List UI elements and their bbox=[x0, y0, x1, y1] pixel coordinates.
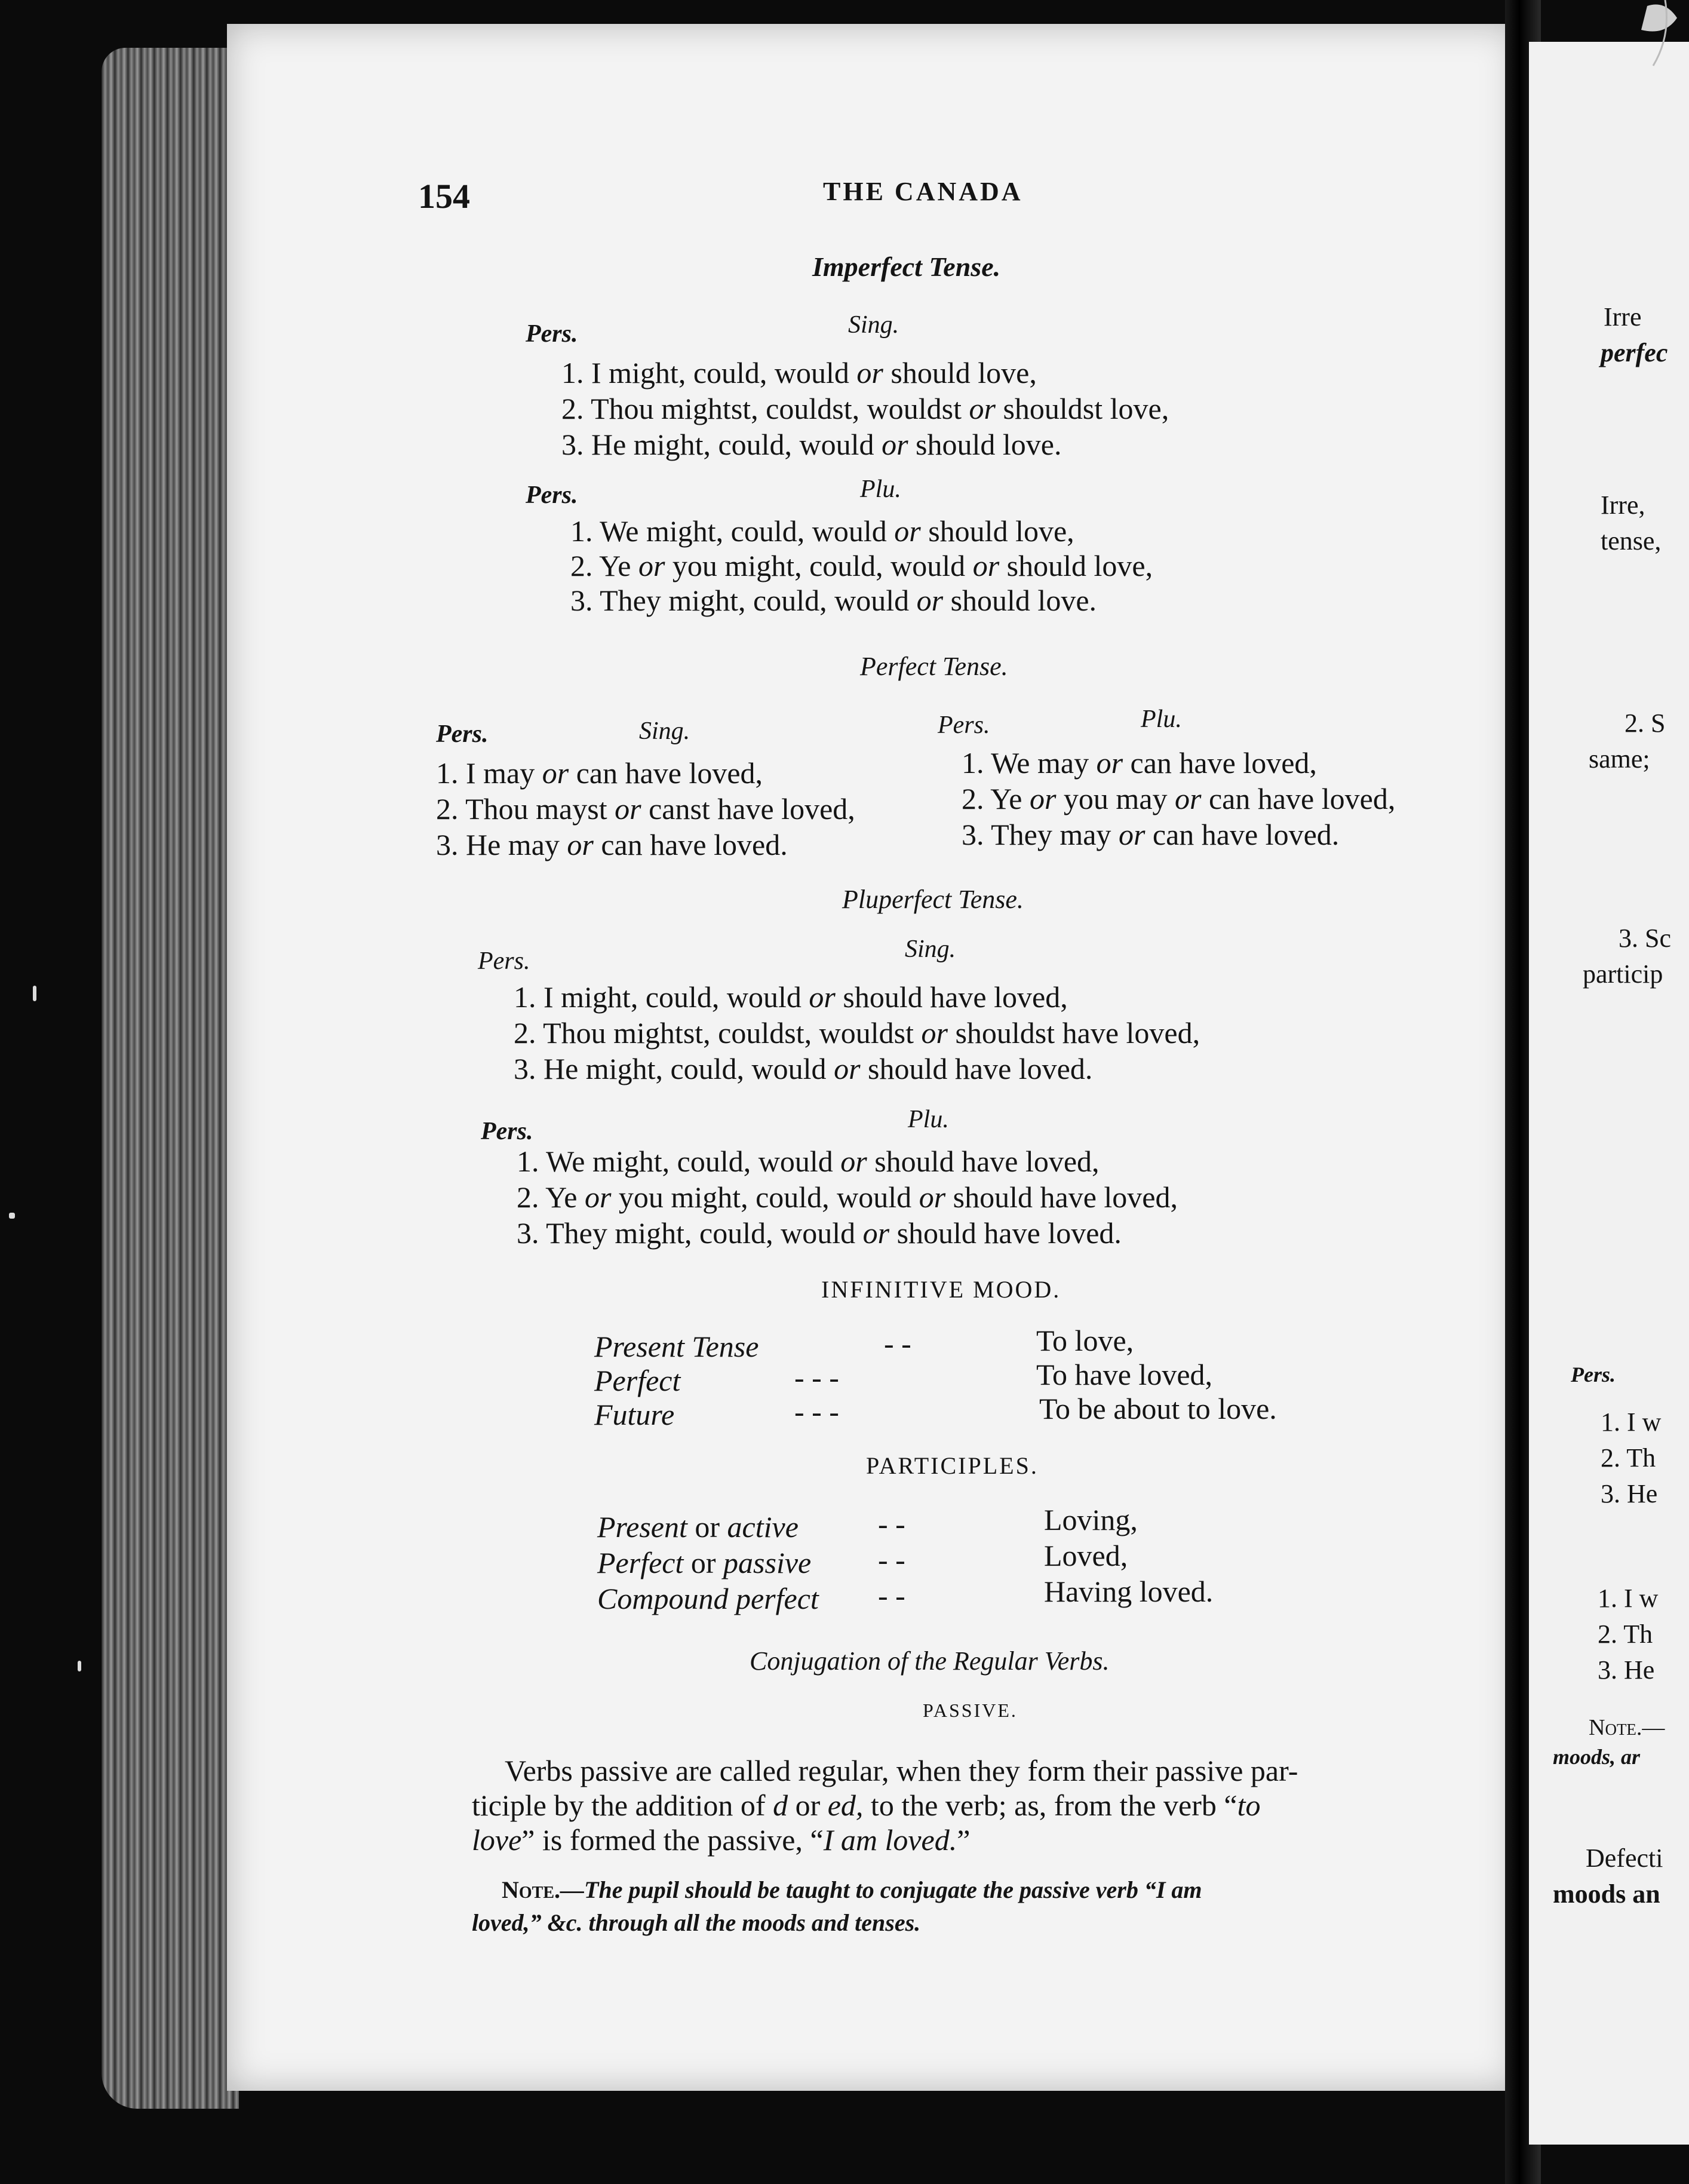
conjugation-line: 1. I might, could, would or should love, bbox=[561, 356, 1037, 389]
facing-fragment: 2. S bbox=[1624, 708, 1666, 738]
conjugation-heading: Conjugation of the Regular Verbs. bbox=[750, 1646, 1110, 1676]
conjugation-line: 2. Thou mayst or canst have loved, bbox=[436, 792, 855, 826]
pers-label: Pers. bbox=[526, 320, 578, 348]
facing-fragment: Defecti bbox=[1586, 1843, 1663, 1873]
pers-label: Pers. bbox=[938, 711, 990, 739]
facing-fragment: perfec bbox=[1601, 338, 1668, 367]
leader-dashes: - - - bbox=[794, 1361, 839, 1394]
facing-fragment: 3. He bbox=[1598, 1655, 1655, 1685]
leader-dashes: - - - bbox=[794, 1395, 839, 1428]
infinitive-value: To have loved, bbox=[1036, 1358, 1213, 1391]
pers-label: Pers. bbox=[481, 1118, 533, 1145]
facing-fragment: 2. Th bbox=[1598, 1619, 1653, 1649]
conjugation-line: 1. We might, could, would or should love, bbox=[570, 514, 1074, 548]
participle-value: Loving, bbox=[1044, 1503, 1138, 1536]
infinitive-value: To love, bbox=[1036, 1324, 1134, 1357]
number-label: Sing. bbox=[905, 935, 956, 963]
facing-fragment: same; bbox=[1589, 744, 1650, 774]
facing-fragment: moods, ar bbox=[1553, 1745, 1641, 1769]
facing-fragment: particip bbox=[1583, 959, 1663, 989]
scan-speck bbox=[9, 1213, 15, 1219]
facing-fragment: 3. Sc bbox=[1619, 924, 1671, 953]
scan-speck bbox=[33, 986, 36, 1001]
infinitive-mood-heading: INFINITIVE MOOD. bbox=[821, 1276, 1061, 1303]
note-line: Note.—The pupil should be taught to conjugate the passive verb “I am bbox=[502, 1876, 1202, 1903]
facing-fragment: 2. Th bbox=[1601, 1443, 1656, 1473]
book-page-edges bbox=[102, 48, 239, 2109]
facing-fragment: Pers. bbox=[1571, 1363, 1616, 1387]
infinitive-value: To be about to love. bbox=[1039, 1392, 1277, 1425]
conjugation-line: 2. Thou mightst, couldst, wouldst or shouldst love, bbox=[561, 392, 1169, 425]
number-label: Plu. bbox=[1141, 705, 1182, 733]
perfect-tense-heading: Perfect Tense. bbox=[860, 652, 1008, 681]
conjugation-line: 1. I might, could, would or should have loved, bbox=[514, 980, 1068, 1014]
passive-heading: PASSIVE. bbox=[923, 1700, 1018, 1721]
infinitive-label: Perfect bbox=[594, 1364, 681, 1397]
leader-dashes: - - bbox=[878, 1507, 905, 1541]
imperfect-tense-heading: Imperfect Tense. bbox=[812, 251, 1001, 282]
facing-fragment: 1. I w bbox=[1601, 1407, 1662, 1437]
conjugation-line: 1. We might, could, would or should have loved, bbox=[517, 1145, 1100, 1178]
participle-label: Compound perfect bbox=[597, 1582, 819, 1615]
participle-label: Present or active bbox=[597, 1510, 799, 1544]
conjugation-line: 3. He may or can have loved. bbox=[436, 828, 788, 861]
participle-label: Perfect or passive bbox=[597, 1546, 812, 1579]
conjugation-line: 2. Ye or you might, could, would or should have loved, bbox=[517, 1180, 1178, 1214]
facing-fragment: Irre, bbox=[1601, 490, 1645, 520]
leader-dashes: - - bbox=[884, 1327, 911, 1360]
facing-fragment: Irre bbox=[1604, 302, 1642, 332]
conjugation-line: 2. Thou mightst, couldst, wouldst or shouldst have loved, bbox=[514, 1016, 1200, 1050]
facing-fragment: 3. He bbox=[1601, 1479, 1658, 1508]
paragraph-line: ticiple by the addition of d or ed, to the verb; as, from the verb “to bbox=[472, 1789, 1261, 1822]
facing-fragment: tense, bbox=[1601, 526, 1662, 556]
number-label: Sing. bbox=[639, 717, 690, 745]
infinitive-label: Present Tense bbox=[594, 1330, 759, 1363]
pluperfect-tense-heading: Pluperfect Tense. bbox=[842, 885, 1024, 914]
pers-label: Pers. bbox=[436, 720, 489, 748]
facing-fragment: moods an bbox=[1553, 1879, 1660, 1909]
page-number: 154 bbox=[418, 177, 470, 216]
conjugation-line: 3. They might, could, would or should love. bbox=[570, 584, 1097, 617]
scan-speck bbox=[78, 1661, 81, 1671]
facing-fragment: 1. I w bbox=[1598, 1584, 1659, 1613]
facing-fragment: Note.— bbox=[1589, 1715, 1665, 1740]
leader-dashes: - - bbox=[878, 1579, 905, 1612]
number-label: Plu. bbox=[860, 476, 901, 503]
infinitive-label: Future bbox=[594, 1398, 675, 1431]
conjugation-line: 1. We may or can have loved, bbox=[962, 746, 1317, 780]
leader-dashes: - - bbox=[878, 1543, 905, 1576]
participle-value: Having loved. bbox=[1044, 1575, 1214, 1608]
pers-label: Pers. bbox=[526, 481, 578, 509]
number-label: Plu. bbox=[908, 1106, 949, 1133]
conjugation-line: 3. He might, could, would or should love. bbox=[561, 428, 1062, 461]
running-head: THE CANADA bbox=[823, 177, 1023, 206]
pers-label: Pers. bbox=[478, 947, 530, 975]
note-line: loved,” &c. through all the moods and tenses. bbox=[472, 1909, 921, 1936]
paragraph-line: Verbs passive are called regular, when they form their passive par- bbox=[505, 1754, 1298, 1787]
conjugation-line: 3. He might, could, would or should have loved. bbox=[514, 1052, 1093, 1085]
participles-heading: PARTICIPLES. bbox=[866, 1452, 1039, 1479]
conjugation-line: 2. Ye or you might, could, would or should love, bbox=[570, 549, 1153, 582]
number-label: Sing. bbox=[848, 311, 899, 339]
participle-value: Loved, bbox=[1044, 1539, 1128, 1572]
conjugation-line: 3. They may or can have loved. bbox=[962, 818, 1340, 851]
conjugation-line: 2. Ye or you may or can have loved, bbox=[962, 782, 1396, 815]
conjugation-line: 1. I may or can have loved, bbox=[436, 756, 763, 790]
paragraph-line: love” is formed the passive, “I am loved.” bbox=[472, 1823, 971, 1857]
binding-ring-mark bbox=[1576, 0, 1689, 72]
conjugation-line: 3. They might, could, would or should have loved. bbox=[517, 1216, 1122, 1250]
